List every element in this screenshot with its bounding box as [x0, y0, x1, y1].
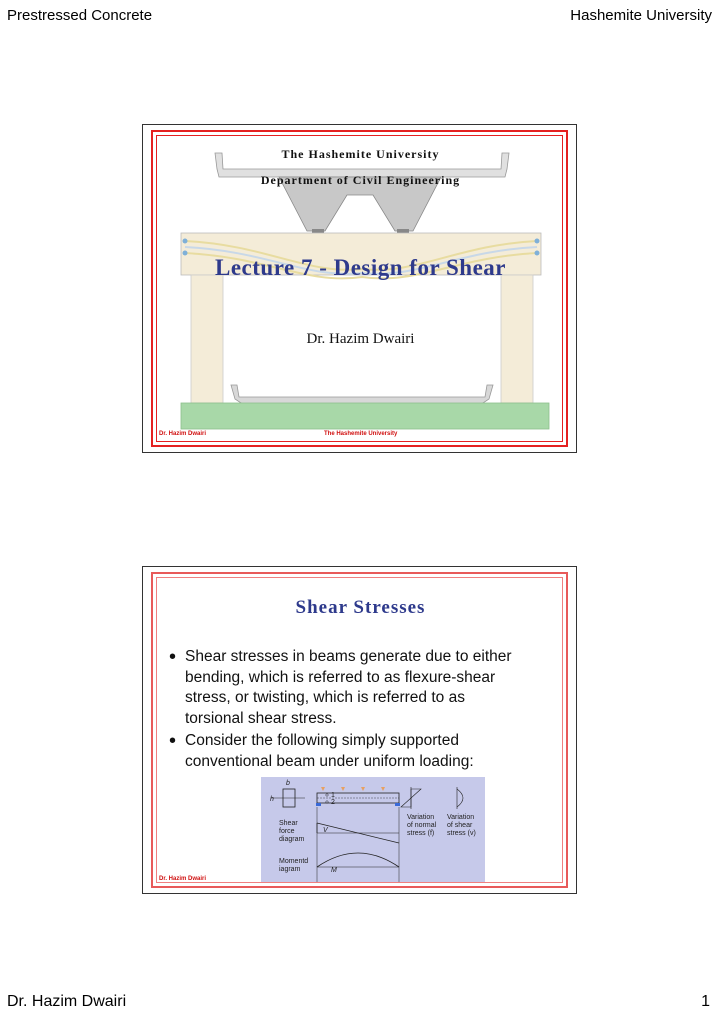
moment-label-line2: iagram [279, 866, 301, 873]
label-m: M [331, 867, 337, 874]
lecture-title: Lecture 7 - Design for Shear [214, 255, 507, 280]
page-header-left: Prestressed Concrete [7, 7, 153, 24]
beam-diagram [261, 777, 485, 882]
page-header-right: Hashemite University [570, 7, 712, 24]
label-v: V [323, 827, 328, 834]
var-shear-line3: stress (v) [447, 830, 476, 837]
bullet-line: Shear stresses in beams generate due to either [185, 648, 512, 665]
moment-label-line1: Momentd [279, 858, 309, 865]
bullet-text [185, 731, 474, 772]
bullet-text [185, 647, 512, 729]
var-normal-line3: stress (f) [407, 830, 435, 837]
shear-label-line1: Shear [279, 820, 298, 827]
department-name: Department of Civil Engineering [260, 173, 461, 187]
label-h: h [270, 796, 274, 803]
beam-figure [261, 777, 485, 882]
label-point-2: 2 [331, 799, 335, 806]
bullet-item-2 [169, 731, 554, 773]
author-name: Dr. Hazim Dwairi [306, 331, 415, 347]
slide-2-title: Shear Stresses [295, 597, 426, 618]
slide-2-footer-left: Dr. Hazim Dwairi [159, 876, 207, 882]
label-b: b [286, 780, 290, 787]
slide-1-footer-center: The Hashemite University [324, 431, 398, 437]
shear-label-line2: force [279, 828, 295, 835]
bullet-line: bending, which is referred to as flexure-shear [185, 668, 496, 686]
bullet-line: Consider the following simply supported [185, 732, 459, 749]
page-footer-left: Dr. Hazim Dwairi [7, 993, 127, 1010]
bullet-line: conventional beam under uniform loading: [185, 752, 474, 770]
slide-1-footer-left: Dr. Hazim Dwairi [159, 431, 207, 437]
bullet-dot-icon: • [169, 730, 177, 752]
slide-1 [142, 124, 577, 453]
var-shear-line2: of shear [447, 822, 473, 829]
var-shear-line1: Variation [447, 814, 475, 821]
bullet-line: stress, or twisting, which is referred to as [185, 689, 465, 706]
slide-2 [142, 566, 577, 894]
label-point-1: 1 [331, 792, 335, 799]
page-number: 1 [701, 993, 710, 1010]
bullet-line: torsional shear stress. [185, 709, 337, 727]
shear-label-line3: diagram [279, 836, 305, 843]
var-normal-line1: Variation [407, 814, 435, 821]
university-name: The Hashemite University [281, 147, 440, 161]
bullet-dot-icon: • [169, 646, 177, 668]
var-normal-line2: of normal [407, 822, 437, 829]
bullet-item-1 [169, 647, 554, 731]
